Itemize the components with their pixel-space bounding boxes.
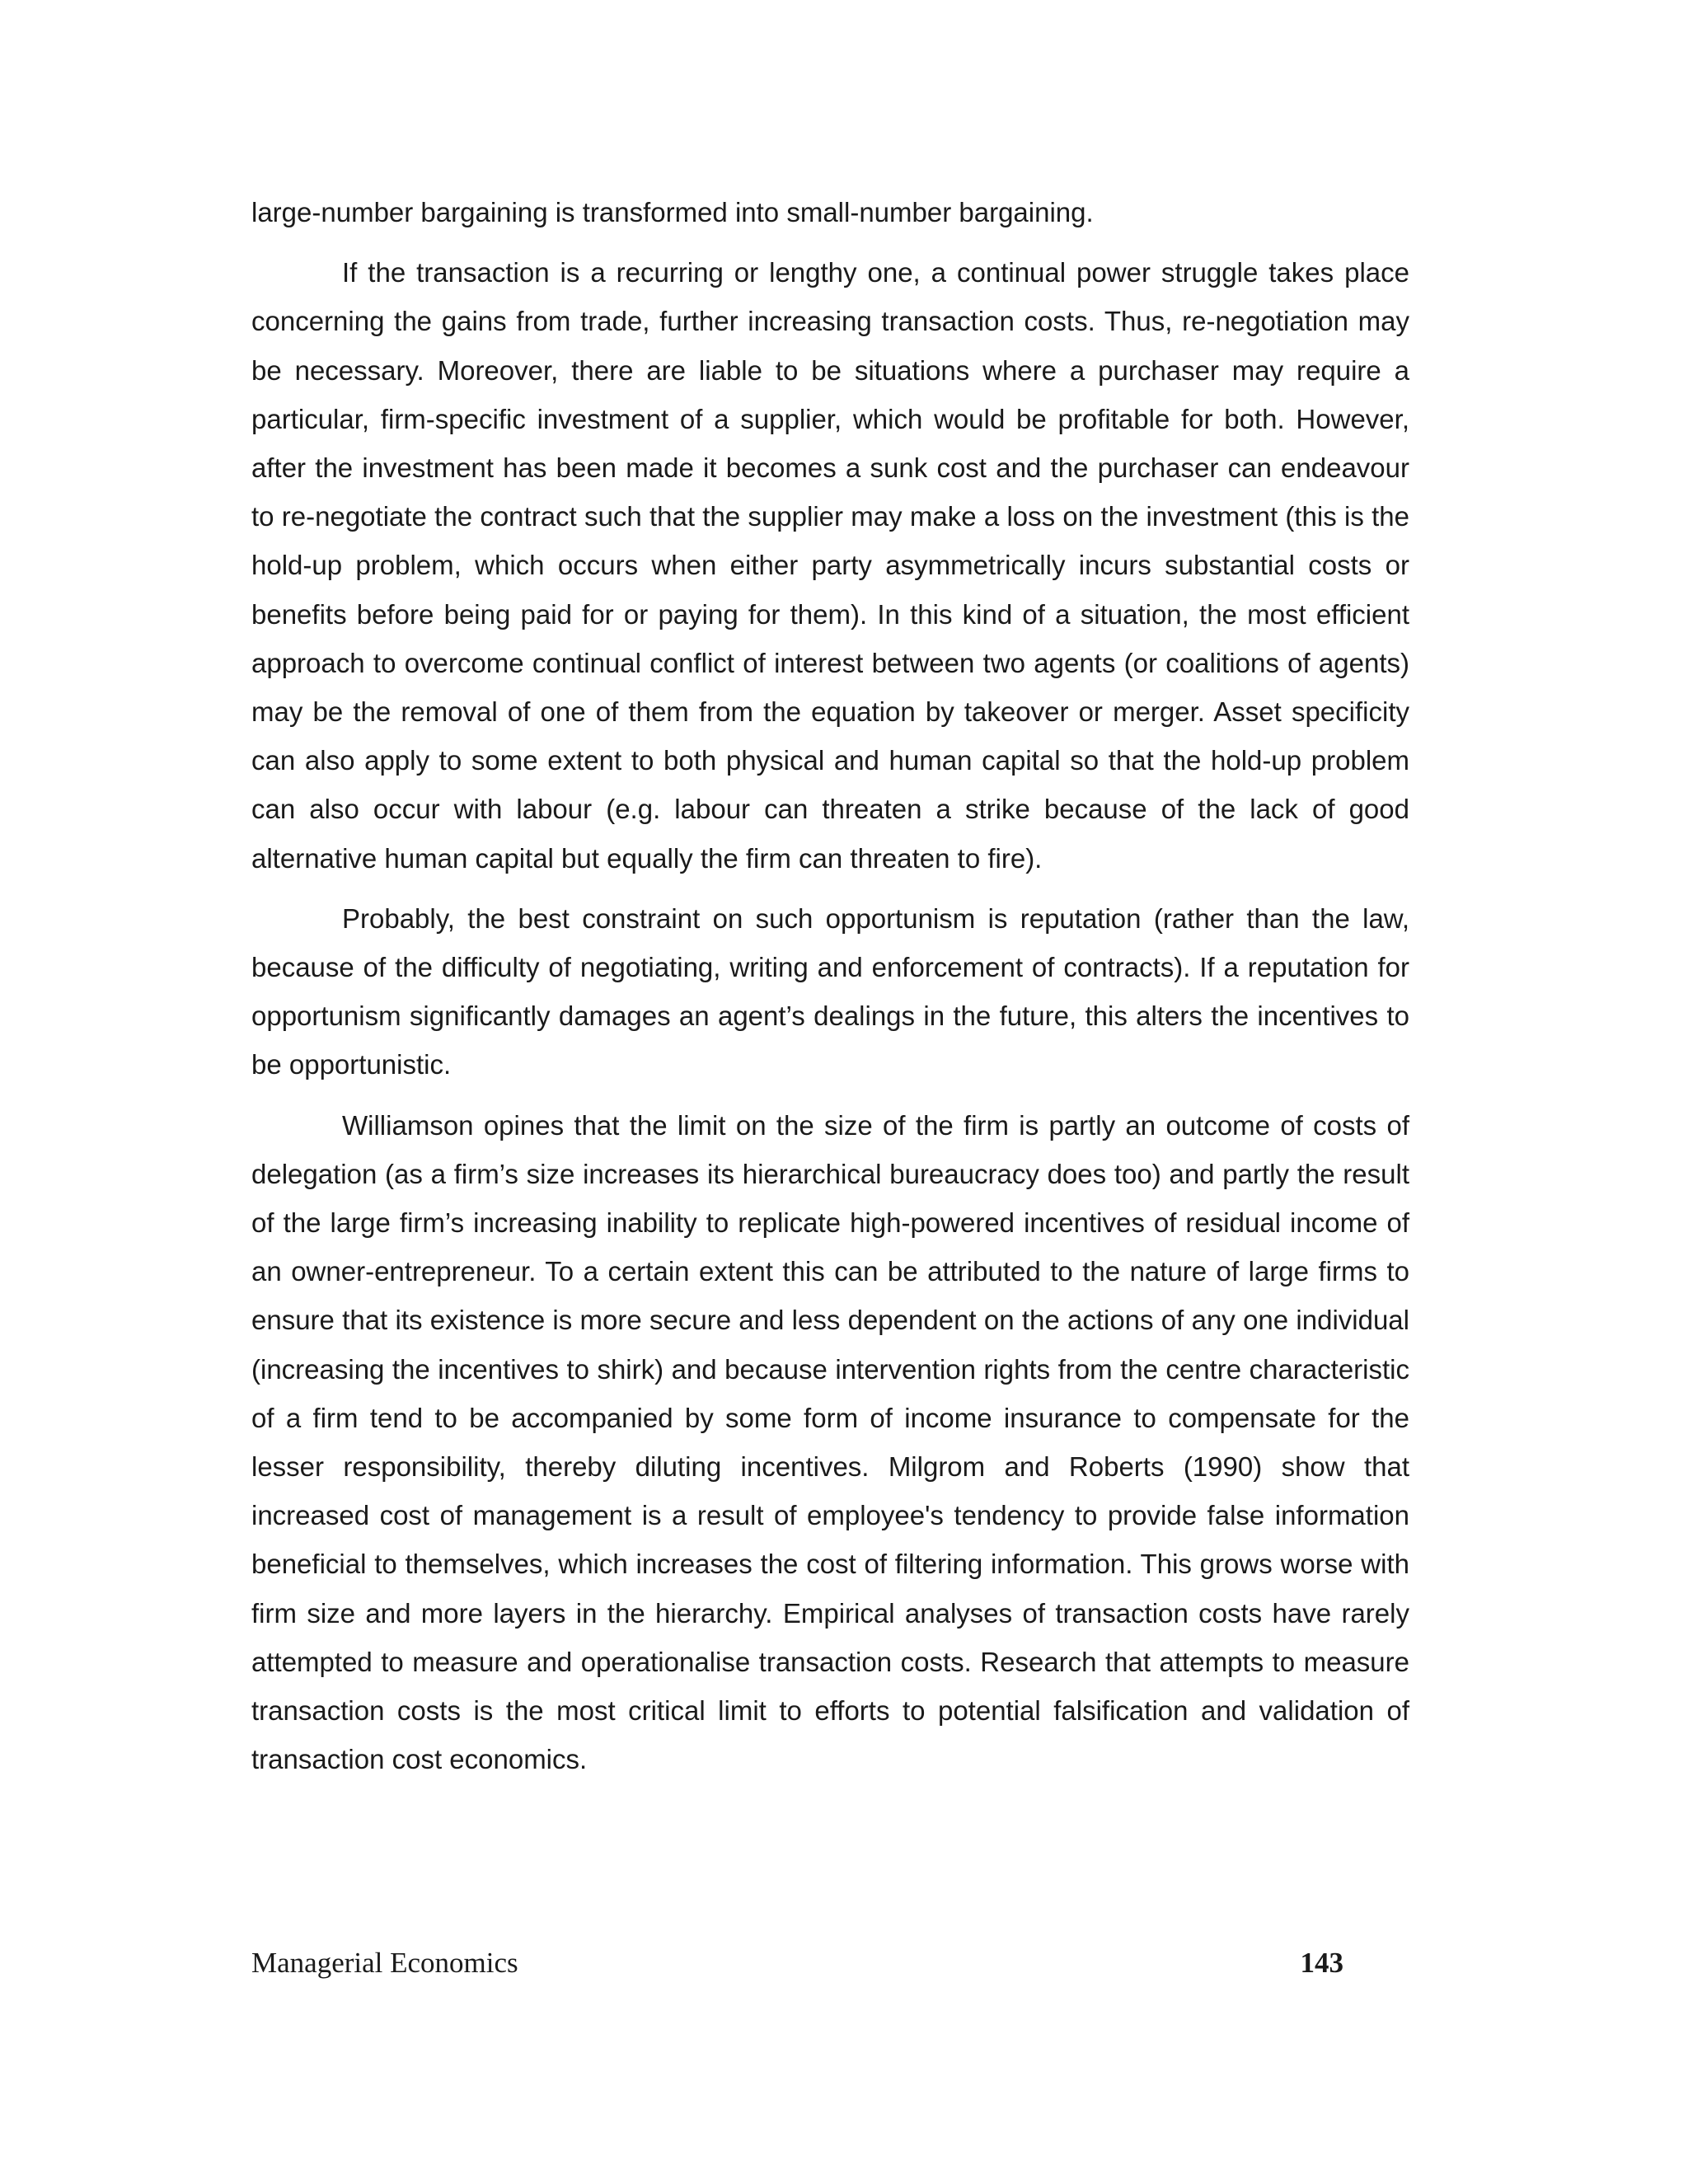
footer-book-title: Managerial Economics <box>251 1947 518 1979</box>
paragraph-firm-size-limit: Williamson opines that the limit on the size of the firm is partly an outcome of costs of delegation (as a firm’s size increases its hierarchical bureaucracy does too) and partly the result of the large firm’s increasing inability to replicate high-powered incentives of residual income of an owner-entrepreneur. To a certain extent this can be attributed to the nature of large firms to ensure that its existence is more secure and less dependent on the actions of any one individual (increasing the incentives to shirk) and because intervention rights from the centre characteristic of a firm tend to be accompanied by some form of income insurance to compensate for the lesser responsibility, thereby diluting incentives. Milgrom and Roberts (1990) show that increased cost of management is a result of employee's tendency to provide false information beneficial to themselves, which increases the cost of filtering information. This grows worse with firm size and more layers in the hierarchy. Empirical analyses of transaction costs have rarely attempted to measure and operationalise transaction costs. Research that attempts to measure transaction costs is the most critical limit to efforts to potential falsification and validation of transaction cost economics. <box>251 1109 1409 1775</box>
body-text <box>251 188 1409 1796</box>
paragraph-hold-up-problem: If the transaction is a recurring or lengthy one, a continual power struggle takes place concerning the gains from trade, further increasing transaction costs. Thus, re-negotiation may be necessary. Moreover, there are liable to be situations where a purchaser may require a particular, firm-specific investment of a supplier, which would be profitable for both. However, after the investment has been made it becomes a sunk cost and the purchaser can endeavour to re-negotiate the contract such that the supplier may make a loss on the investment (this is the hold-up problem, which occurs when either party asymmetrically incurs substantial costs or benefits before being paid for or paying for them). In this kind of a situation, the most efficient approach to overcome continual conflict of interest between two agents (or coalitions of agents) may be the removal of one of them from the equation by takeover or merger. Asset specificity can also apply to some extent to both physical and human capital so that the hold-up problem can also occur with labour (e.g. labour can threaten a strike because of the lack of good alternative human capital but equally the firm can threaten to fire). <box>251 257 1409 874</box>
page-number: 143 <box>1300 1947 1343 1979</box>
paragraph-continuation: large-number bargaining is transformed into small-number bargaining. <box>251 197 1094 227</box>
page-footer <box>251 1947 1343 1988</box>
paragraph-reputation: Probably, the best constraint on such opportunism is reputation (rather than the law, because of the difficulty of negotiating, writing and enforcement of contracts). If a reputation for opportunism significantly damages an agent’s dealings in the future, this alters the incentives to be opportunistic. <box>251 902 1409 1080</box>
